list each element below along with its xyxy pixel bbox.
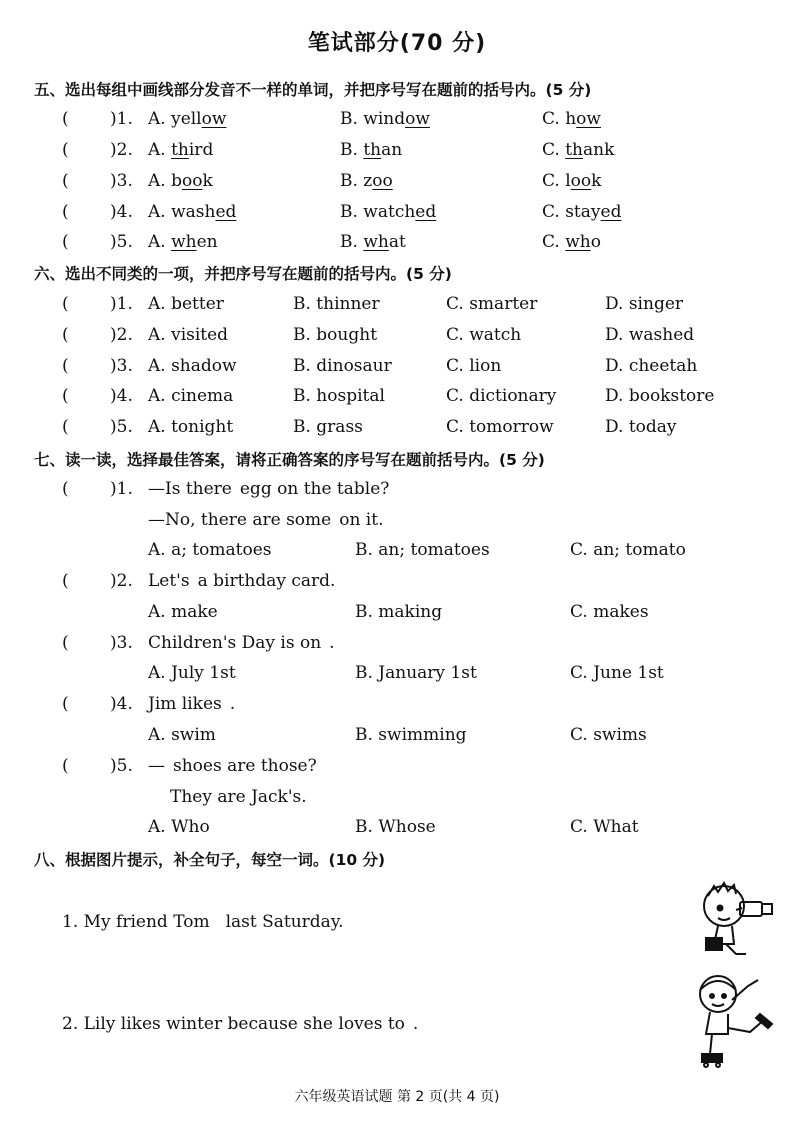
answer-bracket: ( (62, 325, 69, 345)
option-a: A. July 1st (148, 663, 236, 683)
answer-bracket: ( (62, 232, 69, 252)
option-a: A. washed (148, 202, 237, 222)
section-6-heading: 六、选出不同类的一项，并把序号写在题前的括号内。(5 分) (34, 265, 452, 283)
question-text: —No, there are some on it. (148, 510, 384, 530)
page-footer: 六年级英语试题 第 2 页(共 4 页) (294, 1089, 500, 1105)
option-c: C. an; tomato (570, 540, 686, 560)
option-c: C. how (542, 109, 601, 129)
question-number: )5. (110, 756, 133, 776)
option-c: C. smarter (446, 294, 538, 314)
option-c: C. June 1st (570, 663, 664, 683)
option-d: D. bookstore (605, 386, 715, 406)
s7-question-4-options (0, 725, 794, 751)
option-b: B. dinosaur (293, 356, 392, 376)
question-number: )4. (110, 694, 133, 714)
girl-body (706, 1012, 728, 1034)
option-b: B. January 1st (355, 663, 477, 683)
skate-left (702, 1054, 722, 1062)
answer-bracket: ( (62, 479, 69, 499)
answer-bracket: ( (62, 694, 69, 714)
answer-bracket: ( (62, 571, 69, 591)
option-c: C. swims (570, 725, 647, 745)
option-a: A. better (148, 294, 224, 314)
camera-lens (762, 904, 772, 914)
answer-bracket: ( (62, 109, 69, 129)
answer-bracket: ( (62, 356, 69, 376)
question-text: Children's Day is on . (148, 633, 335, 653)
option-c: C. makes (570, 602, 649, 622)
girl-leg-left (710, 1034, 712, 1054)
s7-question-5 (0, 756, 794, 782)
s8-question-2 (0, 1014, 794, 1040)
question-number: )3. (110, 171, 133, 191)
option-a: A. when (148, 232, 218, 252)
boy-mouth (718, 918, 730, 920)
option-b: B. swimming (355, 725, 467, 745)
option-b: B. grass (293, 417, 363, 437)
question-text: —Is there egg on the table? (148, 479, 390, 499)
question-number: )2. (110, 571, 133, 591)
question-number: )2. (110, 140, 133, 160)
option-a: A. book (148, 171, 213, 191)
option-c: C. who (542, 232, 601, 252)
section-7-heading: 七、读一读，选择最佳答案，请将正确答案的序号写在题前括号内。(5 分) (34, 451, 545, 469)
option-c: C. What (570, 817, 639, 837)
option-b: B. making (355, 602, 443, 622)
question-number: )2. (110, 325, 133, 345)
s7-question-2 (0, 571, 794, 597)
option-c: C. tomorrow (446, 417, 554, 437)
s7-question-4 (0, 694, 794, 720)
option-d: D. singer (605, 294, 684, 314)
question-number: )4. (110, 386, 133, 406)
option-a: A. third (148, 140, 214, 160)
option-d: D. today (605, 417, 677, 437)
question-text: 1. My friend Tom last Saturday. (62, 912, 344, 932)
girl-skating-illustration (692, 970, 778, 1068)
question-text: 2. Lily likes winter because she loves to . (62, 1014, 419, 1034)
s7-question-5-options (0, 817, 794, 843)
s7-question-1-options (0, 540, 794, 566)
answer-bracket: ( (62, 202, 69, 222)
question-number: )3. (110, 356, 133, 376)
s6-question-2 (0, 325, 794, 351)
answer-bracket: ( (62, 386, 69, 406)
option-a: A. swim (148, 725, 216, 745)
question-text: Let's a birthday card. (148, 571, 336, 591)
option-b: B. than (340, 140, 403, 160)
option-a: A. make (148, 602, 218, 622)
s6-question-3 (0, 356, 794, 382)
question-number: )5. (110, 232, 133, 252)
option-b: B. watched (340, 202, 437, 222)
option-d: D. washed (605, 325, 695, 345)
option-b: B. bought (293, 325, 378, 345)
answer-bracket: ( (62, 417, 69, 437)
s5-question-2 (0, 140, 794, 166)
girl-leg-right (728, 1020, 764, 1032)
question-number: )1. (110, 294, 133, 314)
question-number: )1. (110, 479, 133, 499)
option-b: B. an; tomatoes (355, 540, 490, 560)
option-b: B. zoo (340, 171, 393, 191)
option-a: A. tonight (148, 417, 234, 437)
option-b: B. hospital (293, 386, 385, 406)
question-text: Jim likes . (148, 694, 236, 714)
option-c: C. dictionary (446, 386, 557, 406)
question-text: — shoes are those? (148, 756, 317, 776)
camera-bag (706, 938, 722, 950)
answer-bracket: ( (62, 171, 69, 191)
s6-question-4 (0, 386, 794, 412)
option-a: A. shadow (148, 356, 237, 376)
option-a: A. cinema (148, 386, 234, 406)
option-b: B. thinner (293, 294, 380, 314)
option-d: D. cheetah (605, 356, 698, 376)
answer-bracket: ( (62, 633, 69, 653)
question-number: )4. (110, 202, 133, 222)
option-b: B. Whose (355, 817, 436, 837)
answer-bracket: ( (62, 756, 69, 776)
question-number: )3. (110, 633, 133, 653)
s5-question-3 (0, 171, 794, 197)
option-a: A. a; tomatoes (148, 540, 272, 560)
boy-camera-illustration (696, 878, 778, 958)
page-title: 笔试部分(70 分) (307, 31, 487, 56)
s7-question-3-options (0, 663, 794, 689)
option-a: A. Who (148, 817, 210, 837)
s7-question-3 (0, 633, 794, 659)
question-number: )1. (110, 109, 133, 129)
answer-bracket: ( (62, 294, 69, 314)
section-8-heading: 八、根据图片提示，补全句子，每空一词。(10 分) (34, 851, 386, 869)
option-a: A. visited (148, 325, 229, 345)
s5-question-1 (0, 109, 794, 135)
s7-question-1 (0, 479, 794, 505)
section-5-heading: 五、选出每组中画线部分发音不一样的单词，并把序号写在题前的括号内。(5 分) (34, 81, 592, 99)
s5-question-4 (0, 202, 794, 228)
s7-question-1-line2 (0, 510, 794, 536)
option-c: C. lion (446, 356, 502, 376)
s8-question-1 (0, 912, 794, 938)
answer-bracket: ( (62, 140, 69, 160)
option-c: C. look (542, 171, 602, 191)
option-a: A. yellow (148, 109, 227, 129)
question-text: They are Jack's. (170, 787, 307, 807)
boy-eye (718, 906, 723, 911)
s6-question-5 (0, 417, 794, 443)
s7-question-5-line2 (0, 787, 794, 813)
option-c: C. thank (542, 140, 615, 160)
boy-hair (708, 883, 736, 896)
s5-question-5 (0, 232, 794, 258)
s6-question-1 (0, 294, 794, 320)
s7-question-2-options (0, 602, 794, 628)
option-c: C. watch (446, 325, 522, 345)
option-b: B. window (340, 109, 430, 129)
option-b: B. what (340, 232, 406, 252)
question-number: )5. (110, 417, 133, 437)
option-c: C. stayed (542, 202, 622, 222)
